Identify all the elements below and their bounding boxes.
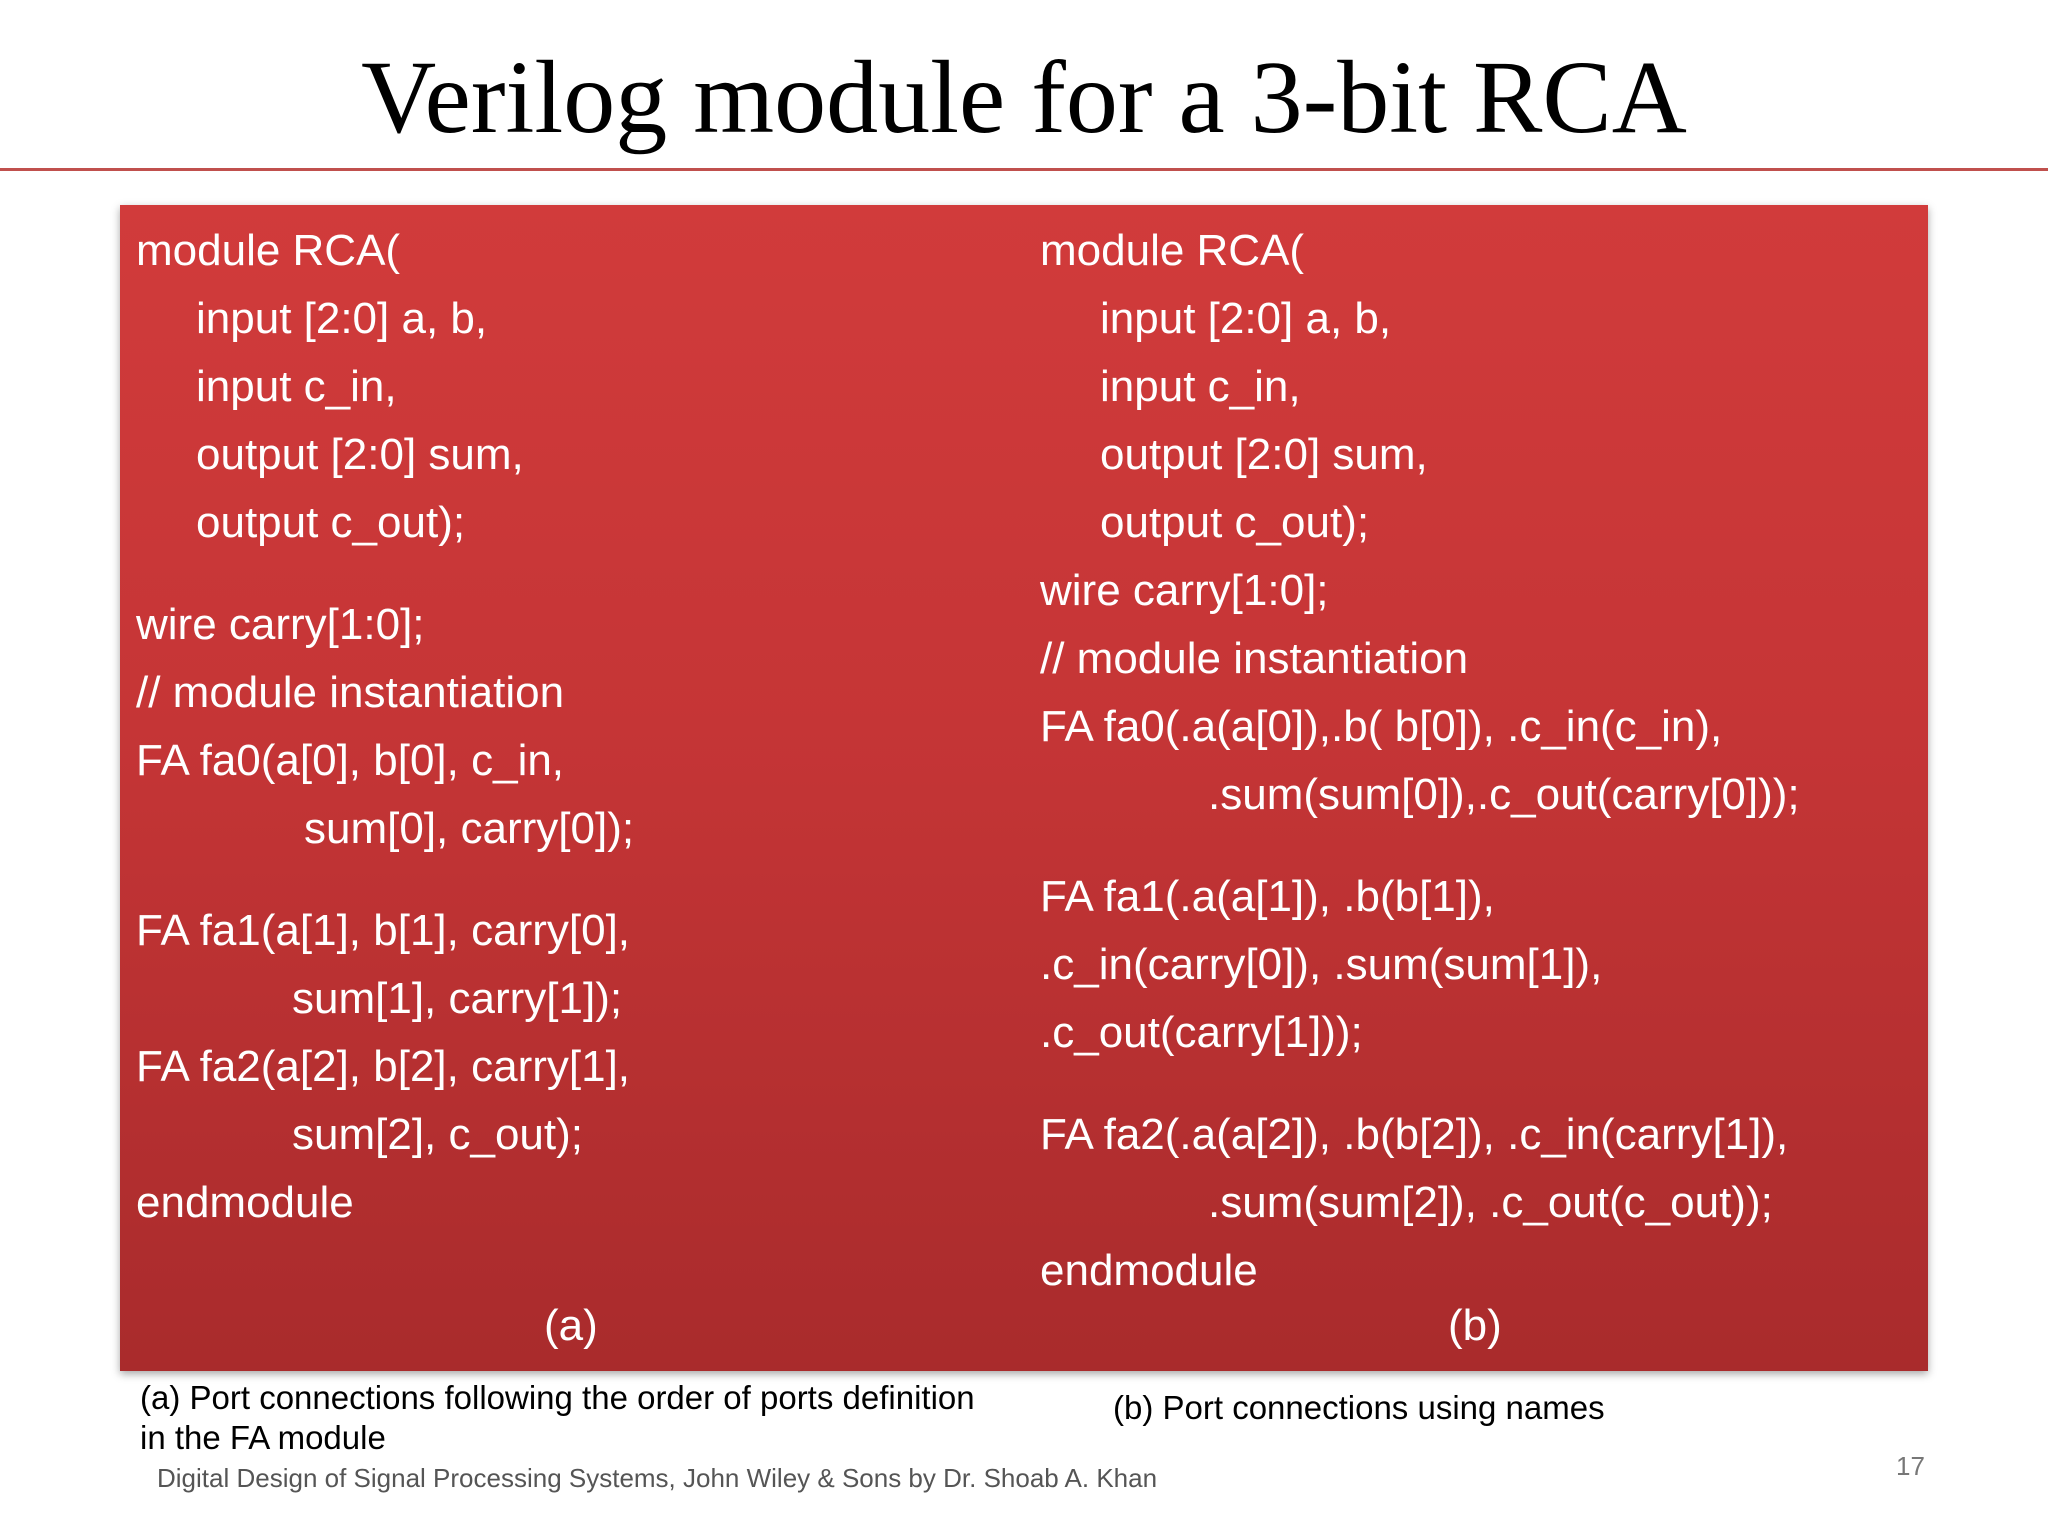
code-line: wire carry[1:0];	[136, 600, 425, 649]
code-line: output c_out);	[196, 498, 466, 547]
code-line: // module instantiation	[1040, 634, 1469, 683]
code-line: .sum(sum[2]), .c_out(c_out));	[1208, 1178, 1773, 1227]
code-line: module RCA(	[136, 226, 401, 275]
caption-a	[140, 1378, 975, 1458]
code-block-a	[136, 205, 635, 1227]
code-line: endmodule	[136, 1178, 354, 1227]
code-line: // module instantiation	[136, 668, 565, 717]
code-line: input [2:0] a, b,	[196, 294, 488, 343]
code-line: sum[1], carry[1]);	[292, 974, 623, 1023]
code-line: FA fa0(a[0], b[0], c_in,	[136, 736, 565, 785]
code-line: input [2:0] a, b,	[1100, 294, 1392, 343]
caption-a-line2: in the FA module	[140, 1419, 386, 1456]
code-line: module RCA(	[1040, 226, 1305, 275]
panel-label-a: (a)	[544, 1301, 598, 1350]
code-line: .c_out(carry[1]));	[1040, 1008, 1363, 1057]
code-line: sum[0], carry[0]);	[304, 804, 635, 853]
code-panel	[120, 205, 1928, 1371]
code-line: FA fa2(a[2], b[2], carry[1],	[136, 1042, 631, 1091]
caption-a-line1: (a) Port connections following the order of ports definition	[140, 1379, 975, 1416]
code-line: .sum(sum[0]),.c_out(carry[0]));	[1208, 770, 1800, 819]
slide-title: Verilog module for a 3-bit RCA	[361, 40, 1687, 155]
code-line: FA fa1(.a(a[1]), .b(b[1]),	[1040, 872, 1495, 921]
code-line: input c_in,	[196, 362, 397, 411]
panel-label-b: (b)	[1448, 1301, 1502, 1350]
caption-b: (b) Port connections using names	[1113, 1389, 1605, 1426]
code-line: FA fa1(a[1], b[1], carry[0],	[136, 906, 631, 955]
page-number: 17	[1896, 1451, 1925, 1481]
code-line: FA fa2(.a(a[2]), .b(b[2]), .c_in(carry[1]),	[1040, 1110, 1789, 1159]
title-divider	[0, 168, 2048, 171]
footer-citation: Digital Design of Signal Processing Systems, John Wiley & Sons by Dr. Shoab A. Khan	[157, 1463, 1158, 1493]
code-line: output [2:0] sum,	[196, 430, 524, 479]
code-block-b	[1040, 205, 1800, 1295]
code-line: output c_out);	[1100, 498, 1370, 547]
code-line: output [2:0] sum,	[1100, 430, 1428, 479]
code-line: sum[2], c_out);	[292, 1110, 584, 1159]
code-line: input c_in,	[1100, 362, 1301, 411]
code-line: FA fa0(.a(a[0]),.b( b[0]), .c_in(c_in),	[1040, 702, 1723, 751]
code-line: wire carry[1:0];	[1040, 566, 1329, 615]
code-line: .c_in(carry[0]), .sum(sum[1]),	[1040, 940, 1603, 989]
code-line: endmodule	[1040, 1246, 1258, 1295]
